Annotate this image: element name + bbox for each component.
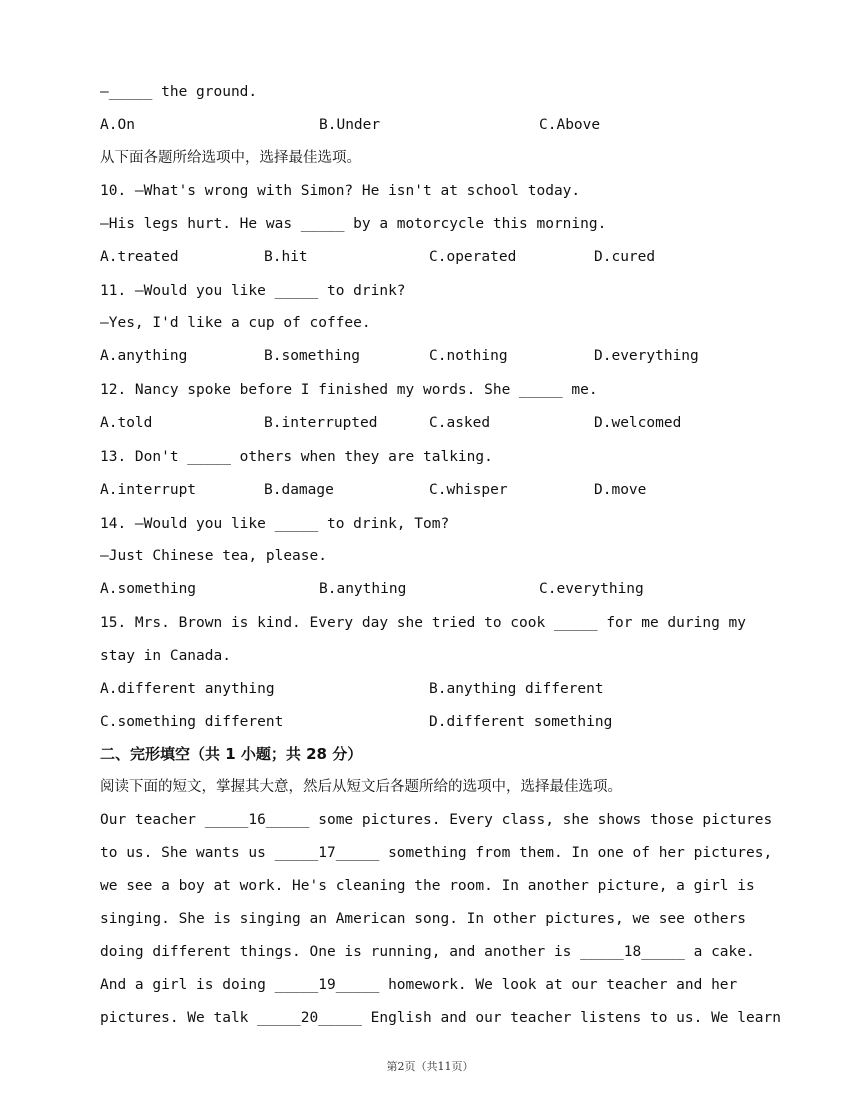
question-15-line2: stay in Canada.: [100, 648, 231, 664]
question-9-stem: —_____ the ground.: [100, 84, 258, 100]
q14-option-c: C.everything: [539, 581, 644, 597]
question-15: 15. Mrs. Brown is kind. Every day she tried to cook _____ for me during my: [100, 615, 747, 631]
q9-option-b: B.Under: [319, 117, 381, 133]
q10-option-d: D.cured: [594, 249, 656, 265]
passage-line-1: Our teacher _____16_____ some pictures. Every class, she shows those pictures: [100, 812, 773, 828]
page-footer: 第2页（共11页）: [386, 1060, 474, 1073]
question-11-line2: —Yes, I'd like a cup of coffee.: [100, 315, 371, 331]
question-10: 10. —What's wrong with Simon? He isn't at school today.: [100, 183, 581, 199]
section-2-heading: 二、完形填空（共 1 小题；共 28 分）: [100, 745, 363, 763]
instruction-1: 从下面各题所给选项中，选择最佳选项。: [100, 150, 361, 166]
q13-option-d: D.move: [594, 482, 647, 498]
passage-line-6: And a girl is doing _____19_____ homework. We look at our teacher and her: [100, 977, 738, 993]
q10-option-c: C.operated: [429, 249, 517, 265]
passage-line-5: doing different things. One is running, and another is _____18_____ a cake.: [100, 944, 755, 960]
question-13: 13. Don't _____ others when they are talking.: [100, 449, 493, 465]
question-11: 11. —Would you like _____ to drink?: [100, 283, 406, 299]
q15-option-a: A.different anything: [100, 681, 275, 697]
passage-line-7: pictures. We talk _____20_____ English and our teacher listens to us. We learn: [100, 1010, 781, 1026]
q11-option-c: C.nothing: [429, 348, 508, 364]
q12-option-b: B.interrupted: [264, 415, 378, 431]
q12-option-c: C.asked: [429, 415, 491, 431]
q9-option-c: C.Above: [539, 117, 601, 133]
q14-option-a: A.something: [100, 581, 197, 597]
passage-line-3: we see a boy at work. He's cleaning the room. In another picture, a girl is: [100, 878, 755, 894]
q15-option-b: B.anything different: [429, 681, 604, 697]
q10-option-b: B.hit: [264, 249, 308, 265]
passage-line-2: to us. She wants us _____17_____ something from them. In one of her pictures,: [100, 845, 773, 861]
question-10-line2: —His legs hurt. He was _____ by a motorcycle this morning.: [100, 216, 607, 232]
question-14: 14. —Would you like _____ to drink, Tom?: [100, 516, 450, 532]
q12-option-d: D.welcomed: [594, 415, 682, 431]
q15-option-d: D.different something: [429, 714, 613, 730]
passage-line-4: singing. She is singing an American song. In other pictures, we see others: [100, 911, 747, 927]
q13-option-c: C.whisper: [429, 482, 508, 498]
q11-option-d: D.everything: [594, 348, 699, 364]
q10-option-a: A.treated: [100, 249, 179, 265]
q11-option-b: B.something: [264, 348, 361, 364]
q14-option-b: B.anything: [319, 581, 407, 597]
q15-option-c: C.something different: [100, 714, 284, 730]
q9-option-a: A.On: [100, 117, 135, 133]
instruction-2: 阅读下面的短文，掌握其大意，然后从短文后各题所给的选项中，选择最佳选项。: [100, 779, 622, 795]
question-12: 12. Nancy spoke before I finished my words. She _____ me.: [100, 382, 598, 398]
q13-option-b: B.damage: [264, 482, 334, 498]
q13-option-a: A.interrupt: [100, 482, 197, 498]
q11-option-a: A.anything: [100, 348, 188, 364]
question-14-line2: —Just Chinese tea, please.: [100, 548, 327, 564]
q12-option-a: A.told: [100, 415, 153, 431]
